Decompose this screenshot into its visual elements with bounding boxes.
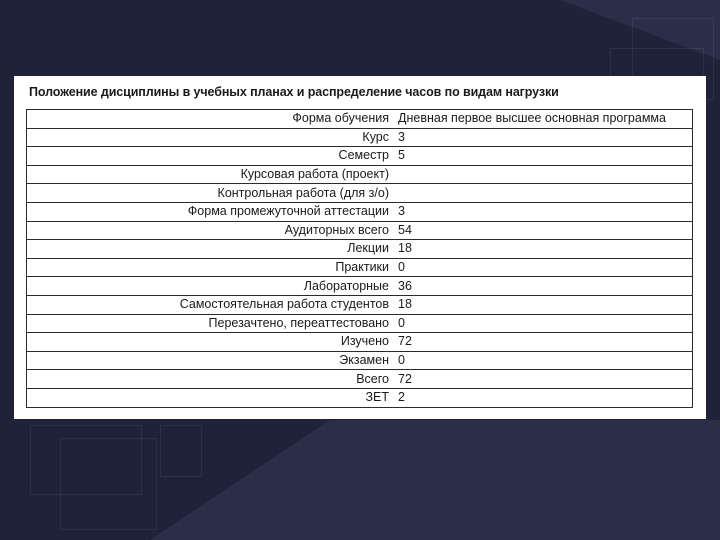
content-panel (14, 76, 706, 419)
row-value: 0 (393, 314, 693, 333)
row-value: 0 (393, 258, 693, 277)
table-row (27, 165, 693, 184)
row-label: Экзамен (27, 351, 394, 370)
table-body (27, 110, 693, 408)
table-row (27, 221, 693, 240)
row-label: Форма промежуточной аттестации (27, 202, 394, 221)
row-value: 72 (393, 333, 693, 352)
table-row (27, 184, 693, 203)
table-row (27, 240, 693, 259)
row-label: Изучено (27, 333, 394, 352)
row-value (393, 165, 693, 184)
row-label: Лекции (27, 240, 394, 259)
row-value (393, 184, 693, 203)
row-label: Всего (27, 370, 394, 389)
table-row (27, 110, 693, 129)
row-value: 18 (393, 295, 693, 314)
table-row (27, 128, 693, 147)
table-row (27, 277, 693, 296)
row-value: 18 (393, 240, 693, 259)
table-caption: Положение дисциплины в учебных планах и распределение часов по видам нагрузки (29, 85, 559, 99)
table-row (27, 202, 693, 221)
row-label: Лабораторные (27, 277, 394, 296)
row-value: 54 (393, 221, 693, 240)
row-label: Курс (27, 128, 394, 147)
distribution-table (26, 109, 693, 408)
row-label: Самостоятельная работа студентов (27, 295, 394, 314)
row-value: 3 (393, 202, 693, 221)
table-row (27, 370, 693, 389)
row-label: Практики (27, 258, 394, 277)
row-label: Курсовая работа (проект) (27, 165, 394, 184)
table-row (27, 295, 693, 314)
row-value: Дневная первое высшее основная программа (393, 110, 693, 129)
row-value: 0 (393, 351, 693, 370)
row-value: 72 (393, 370, 693, 389)
row-label: Семестр (27, 147, 394, 166)
table-row (27, 388, 693, 407)
decor-square (60, 438, 157, 530)
table-row (27, 147, 693, 166)
table-row (27, 351, 693, 370)
table-row (27, 333, 693, 352)
row-value: 3 (393, 128, 693, 147)
decor-square (160, 425, 202, 477)
table-row (27, 258, 693, 277)
row-label: Контрольная работа (для з/о) (27, 184, 394, 203)
row-value: 36 (393, 277, 693, 296)
row-label: Аудиторных всего (27, 221, 394, 240)
row-label: Форма обучения (27, 110, 394, 129)
row-label: Перезачтено, переаттестовано (27, 314, 394, 333)
row-label: ЗЕТ (27, 388, 394, 407)
row-value: 2 (393, 388, 693, 407)
table-row (27, 314, 693, 333)
row-value: 5 (393, 147, 693, 166)
